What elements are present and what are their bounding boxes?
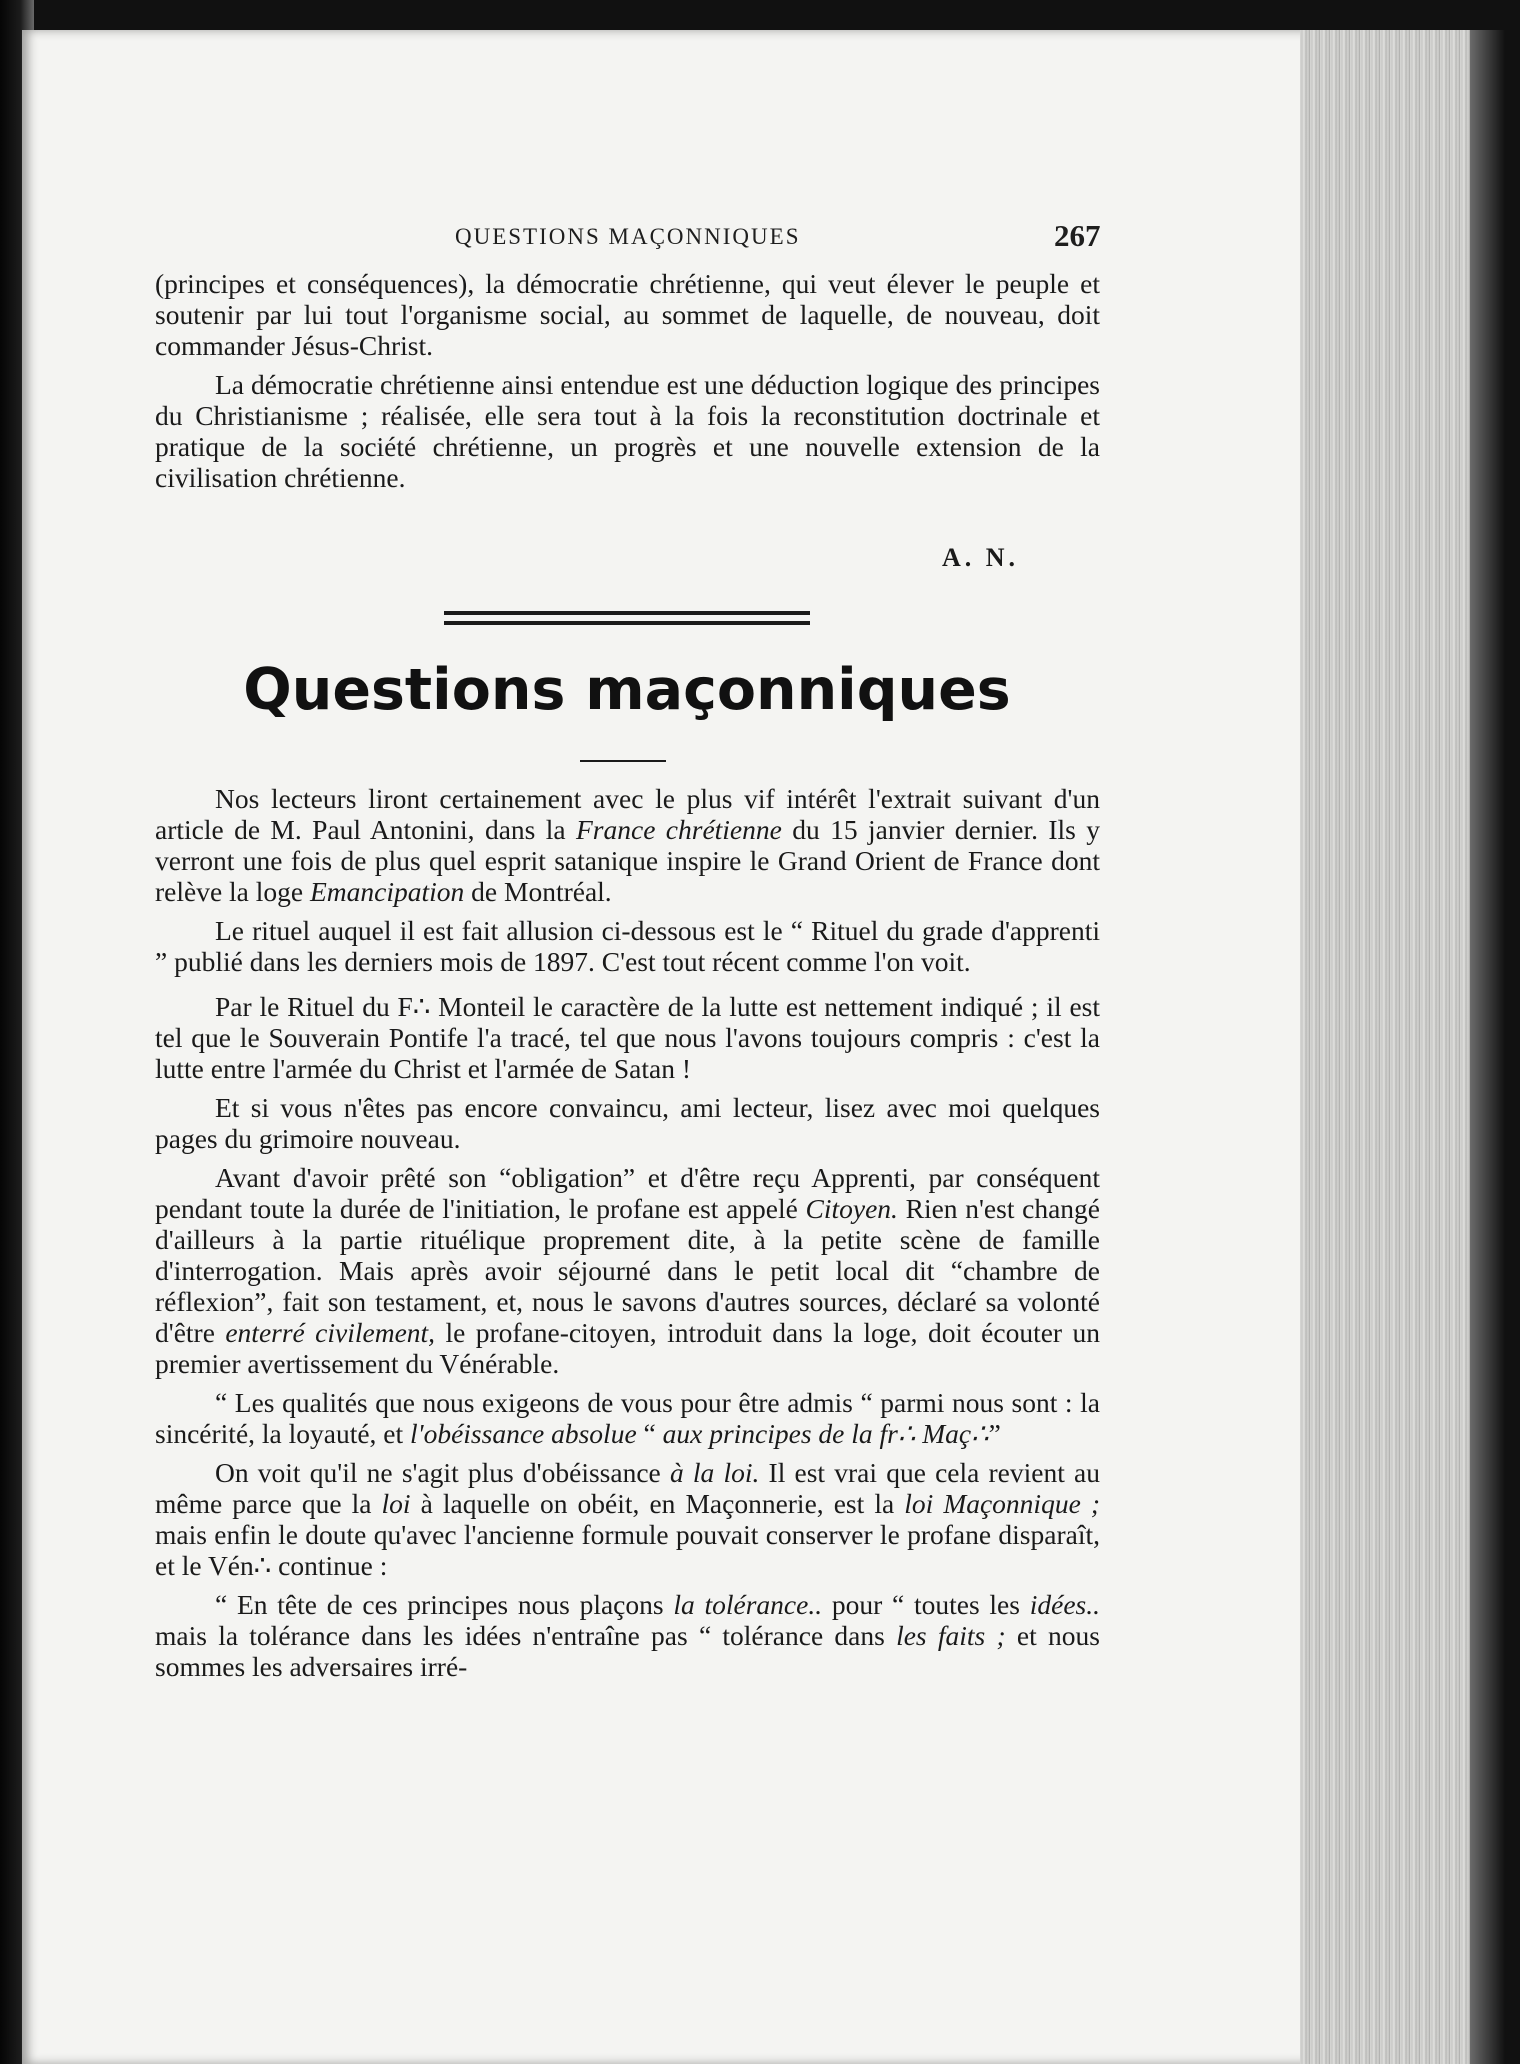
text-span: Avant d'avoir prêté son “obligation” et d'être reçu Apprenti, par conséquent pendant toute la durée de l'initiation, le profane est appelé — [155, 1162, 1100, 1224]
italic-lodge-name: Emancipation — [309, 876, 465, 907]
text-span: à laquelle on obéit, en Maçonnerie, est la — [410, 1488, 905, 1519]
text-span: Nos lecteurs liront certainement avec le plus vif intérêt l'extrait suivant d'un article de M. Paul Antonini, dans la — [155, 783, 1100, 845]
paragraph: Le rituel auquel il est fait allusion ci-dessous est le “ Rituel du grade d'apprenti ” publié dans les derniers mois de 1897. C'est tout récent comme l'on voit. — [155, 915, 1100, 977]
italic-text: la tolérance.. — [673, 1589, 823, 1620]
author-signature: A. N. — [942, 543, 1020, 572]
text-span: du 15 janvier dernier. Ils y verront une fois de plus quel esprit satanique inspire le Grand Orient de France dont relève la loge — [155, 814, 1100, 907]
italic-title: France chrétienne — [575, 814, 782, 845]
text-span: “ En tête de ces principes nous plaçons — [215, 1589, 674, 1620]
quotation — [155, 1589, 1100, 1682]
paragraph — [155, 783, 1100, 907]
paragraph — [155, 1457, 1100, 1581]
italic-text: loi — [381, 1488, 411, 1519]
text-span: le profane-citoyen, introduit dans la loge, doit écouter un premier avertissement du Vénérable. — [155, 1317, 1100, 1379]
italic-text: les faits ; — [896, 1620, 1006, 1651]
text-span: mais la tolérance dans les idées n'entraîne pas “ tolérance dans — [155, 1620, 897, 1651]
text-span: et nous sommes les adversaires irré- — [155, 1620, 1100, 1682]
paragraph: Et si vous n'êtes pas encore convaincu, ami lecteur, lisez avec moi quelques pages du grimoire nouveau. — [155, 1092, 1100, 1154]
italic-text: à la loi. — [669, 1457, 760, 1488]
text-span: Rien n'est changé d'ailleurs à la partie rituélique proprement dite, à la petite scène de famille d'interrogation. Mais après avoir séjourné dans le petit local dit “chambre de réflexion”, fait son testament, et, nous le savons d'autres sources, déclaré sa volonté d'être — [155, 1193, 1101, 1348]
book-page — [22, 30, 1322, 2064]
italic-text: loi Maçonnique ; — [904, 1488, 1100, 1519]
paragraph: (principes et conséquences), la démocratie chrétienne, qui veut élever le peuple et soutenir par lui tout l'organisme social, au sommet de laquelle, de nouveau, doit commander Jésus-Christ. — [155, 268, 1100, 361]
text-span: mais enfin le doute qu'avec l'ancienne formule pouvait conserver le profane disparaît, et le Vén∴ continue : — [155, 1519, 1100, 1581]
italic-text: l'obéissance absolue — [410, 1418, 637, 1449]
italic-text: Citoyen. — [805, 1193, 898, 1224]
text-span: On voit qu'il ne s'agit plus d'obéissance — [215, 1457, 670, 1488]
text-span: pour “ toutes les — [822, 1589, 1030, 1620]
section-divider-top — [444, 611, 810, 615]
text-span: Il est vrai que cela revient au même parce que la — [155, 1457, 1101, 1519]
text-span: “ — [636, 1418, 663, 1449]
text-span: ” — [988, 1418, 1001, 1449]
italic-text: idées.. — [1029, 1589, 1100, 1620]
previous-article-ending — [155, 268, 1100, 501]
italic-text: aux principes de la fr∴ Maç∴ — [662, 1418, 989, 1449]
paragraph: La démocratie chrétienne ainsi entendue est une déduction logique des principes du Christianisme ; réalisée, elle sera tout à la fois la reconstitution doctrinale et pratique de la société chrétienne, un progrès et une nouvelle extension de la civilisation chrétienne. — [155, 369, 1100, 493]
running-head: QUESTIONS MAÇONNIQUES — [455, 224, 801, 249]
paragraph: Par le Rituel du F∴ Monteil le caractère de la lutte est nettement indiqué ; il est tel que le Souverain Pontife l'a tracé, tel que nous l'avons toujours compris : c'est la lutte entre l'armée du Christ et l'armée de Satan ! — [155, 991, 1100, 1084]
page-number: 267 — [1054, 218, 1101, 253]
text-span: de Montréal. — [464, 876, 612, 907]
title-underline — [580, 760, 666, 762]
quotation — [155, 1387, 1100, 1449]
paragraph — [155, 1162, 1100, 1379]
book-page-edges — [1300, 30, 1520, 2064]
article-body — [155, 783, 1100, 1690]
section-divider-bottom — [444, 621, 810, 625]
italic-text: enterré civilement, — [225, 1317, 436, 1348]
page-header — [22, 218, 1322, 264]
text-span: “ Les qualités que nous exigeons de vous pour être admis “ parmi nous sont : la sincérité, la loyauté, et — [155, 1387, 1100, 1449]
article-title: Questions maçonniques — [243, 657, 1011, 723]
